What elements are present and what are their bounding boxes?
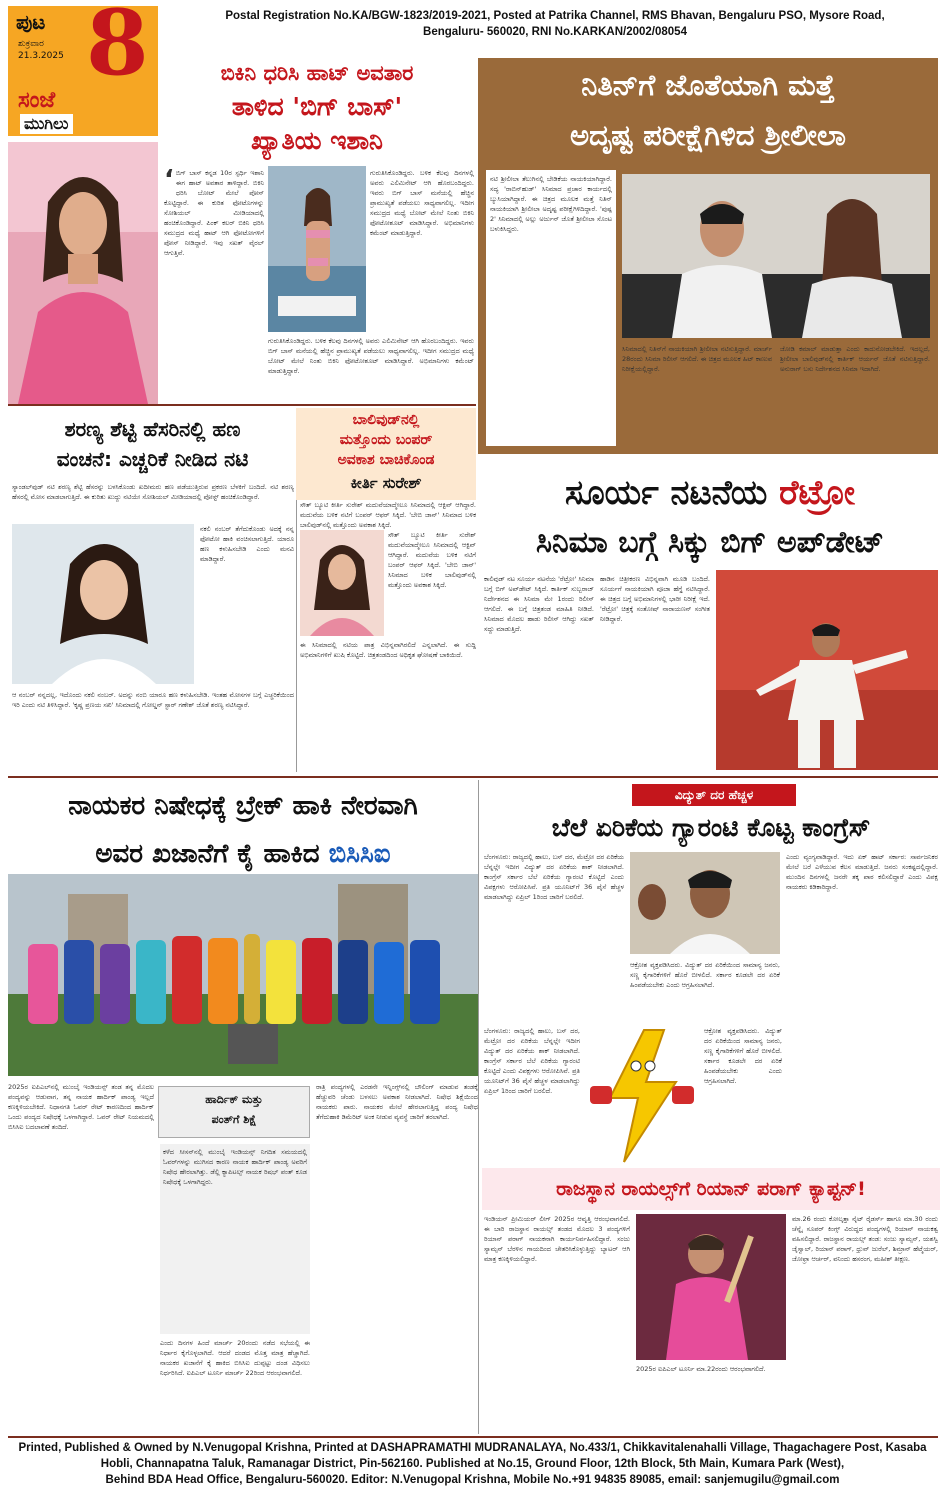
hardik-sidebar-headline: [158, 1090, 310, 1130]
sharanya-body-intro: [12, 482, 294, 522]
sharanya-body-b: ನಕಲಿ ನಂಬರ್ ತೆಗೆದುಕೊಂಡು ಅದಕ್ಕೆ ನನ್ನ ಫೋಟೋ ಹಾಕಿ ವಂಚಿಸಲಾಗುತ್ತಿದೆ. ಯಾರೂ ಹಣ ಕಳುಹಿಸಬೇಡಿ ಎಂದು ಮನವಿ ಮಾಡಿದ್ದಾರೆ.: [200, 525, 294, 563]
ishani-headline-line2: ತಾಳಿದ 'ಬಿಗ್ ಬಾಸ್': [231, 92, 403, 121]
sreeleela-headline: [478, 60, 938, 160]
sreeleela-body-col3: [780, 344, 930, 446]
section-divider: [8, 404, 476, 406]
retro-title-word: ರೆಟ್ರೋ: [779, 473, 856, 513]
minister-photo: [630, 852, 780, 954]
sreeleela-body-c: ಜೋಡಿ ಕಮಾಲ್ ಮಾಡುತ್ತಾ ಎಂದು ಕಾದುನೋಡಬೇಕಿದೆ. ಇದಲ್ಲದೆ, ಶ್ರೀಲೀಲಾ ಬಾಲಿವುಡ್‌ನಲ್ಲಿ ಕಾರ್ತಿಕ್ ಆರ್ಯನ್ ಜೊತೆ ನಟಿಸುತ್ತಿದ್ದಾರೆ. ಅನುರಾಗ್ ಬಸು ನಿರ್ದೇಶನದ ಸಿನಿಮಾ ಇದಾಗಿದೆ.: [780, 345, 930, 373]
retro-body-a: ಕಾಲಿವುಡ್ ನಟ ಸೂರ್ಯ ನಟನೆಯ 'ರೆಟ್ರೋ' ಸಿನಿಮಾ ಬಗ್ಗೆ ಬಿಗ್ ಅಪ್‌ಡೇಟ್ ಸಿಕ್ಕಿದೆ. ಕಾರ್ತಿಕ್ ಸುಬ್ಬರಾಜ್ ನಿರ್ದೇಶನದ ಈ ಸಿನಿಮಾ ಮೇ 1ರಂದು ರಿಲೀಸ್ ಆಗಲಿದೆ. ಈ ಬಗ್ಗೆ ಚಿತ್ರತಂಡ ಮಾಹಿತಿ ನೀಡಿದೆ. ಸಿನಿಮಾದ ಮೊದಲ ಹಾಡು ರಿಲೀಸ್ ಆಗಿದ್ದು ಸಖತ್ ಸದ್ದು ಮಾಡುತ್ತಿದೆ.: [484, 575, 594, 633]
keerthy-headline-line2: ಮತ್ತೊಂದು ಬಂಪರ್: [339, 432, 433, 448]
riyan-body-col1: [484, 1214, 630, 1432]
sreeleela-body-b: ಸಿನಿಮಾದಲ್ಲಿ ನಿತಿನ್‌ಗೆ ನಾಯಕಿಯಾಗಿ ಶ್ರೀಲೀಲಾ ನಟಿಸುತ್ತಿದ್ದಾರೆ. ಮಾರ್ಚ್ 28ರಂದು ಸಿನಿಮಾ ರಿಲೀಸ್ ಆಗಲಿದೆ. ಈ ಚಿತ್ರದ ಮೂಲಕ ಹಿಟ್ ಕಾಣುವ ನಿರೀಕ್ಷೆಯಲ್ಲಿದ್ದಾರೆ.: [622, 345, 772, 373]
keerthy-headline-line1: ಬಾಲಿವುಡ್‌ನಲ್ಲಿ: [352, 412, 420, 428]
keerthy-subhead: ಕೀರ್ತಿ ಸುರೇಶ್: [350, 474, 422, 492]
riyan-caption-text: 2025ರ ಐಪಿಎಲ್ ಟೂರ್ನಿ ಮಾ.22ರಂದು ಆರಂಭವಾಗಲಿದೆ.: [636, 1365, 766, 1373]
riyan-caption: [636, 1364, 786, 1432]
retro-headline-line1: [480, 468, 940, 518]
nithin-sreeleela-photo: [622, 174, 930, 338]
riyan-body-b: ಮಾ.26 ರಂದು ಕೋಲ್ಕತ್ತಾ ನೈಟ್ ರೈಡರ್ಸ್ ಹಾಗೂ ಮಾ.30 ರಂದು ಚೆನ್ನೈ ಸೂಪರ್ ಕಿಂಗ್ಸ್ ವಿರುದ್ಧದ ಪಂದ್ಯಗಳಲ್ಲಿ ರಿಯಾನ್ ನಾಯಕತ್ವ ವಹಿಸಲಿದ್ದಾರೆ. ರಾಜಸ್ಥಾನ ರಾಯಲ್ಸ್ ತಂಡ: ಸಂಜು ಸ್ಯಾಮ್ಸನ್, ಯಶಸ್ವಿ ಜೈಸ್ವಾಲ್, ರಿಯಾನ್ ಪರಾಗ್, ಧ್ರುವ್ ಜುರೆಲ್, ಶಿಮ್ರಾನ್ ಹೆಟ್ಮೆಯರ್, ಜೋಫ್ರಾ ಆರ್ಚರ್, ವನಿಂದು ಹಸರಂಗ, ಮಹೀಶ್ ತೀಕ್ಷಣ.: [792, 1215, 938, 1263]
ishani-body-b-cont: ಗುರುತಿಸಿಕೊಂಡಿದ್ದರು. ಬಳಿಕ ಕೆಲವು ದಿನಗಳಲ್ಲಿ ಅವರು ಎಲಿಮಿನೇಟ್ ಆಗಿ ಹೊರಬಂದಿದ್ದರು. ಇವರು ಬಿಗ್ ಬಾಸ್ ಮನೆಯಲ್ಲಿ ಹೆಚ್ಚಿನ ಪ್ರಾಮುಖ್ಯತೆ ಪಡೆಯಲು ಸಾಧ್ಯವಾಗಲಿಲ್ಲ. ಇದೀಗ ಸಮುದ್ರದ ಮಧ್ಯೆ ಬೋಟ್ ಮೇಲೆ ನಿಂತು ಬಿಕಿನಿ ಫೋಟೋಶೂಟ್ ಮಾಡಿಸಿದ್ದಾರೆ. ಅಭಿಮಾನಿಗಳು ಕಮೆಂಟ್ ಮಾಡುತ್ತಿದ್ದಾರೆ.: [268, 337, 474, 375]
sreeleela-body-a: ನಟಿ ಶ್ರೀಲೀಲಾ ತೆಲುಗಿನಲ್ಲಿ ಬೇಡಿಕೆಯ ನಾಯಕಿಯಾಗಿದ್ದಾರೆ. ಸದ್ಯ 'ರಾಬಿನ್‌ಹುಡ್' ಸಿನಿಮಾದ ಪ್ರಚಾರ ಕಾರ್ಯದಲ್ಲಿ ಬ್ಯುಸಿಯಾಗಿದ್ದಾರೆ. ಈ ಚಿತ್ರದ ಮೂಲಕ ಮತ್ತೆ ನಿತಿನ್ ನಾಯಕಿಯಾಗಿ ಶ್ರೀಲೀಲಾ ಅದೃಷ್ಟ ಪರೀಕ್ಷೆಗಿಳಿದಿದ್ದಾರೆ. 'ಪುಷ್ಪ 2' ಸಿನಿಮಾದಲ್ಲಿ ಅಲ್ಲು ಅರ್ಜುನ್ ಜೊತೆ ಶ್ರೀಲೀಲಾ ಸೊಂಟ ಬಳುಕಿಸಿದ್ದರು.: [490, 175, 612, 233]
ishani-headline-line1: ಬಿಕಿನಿ ಧರಿಸಿ ಹಾಟ್ ಅವತಾರ: [220, 61, 414, 85]
ishani-body-col1: [164, 168, 264, 400]
sharanya-headline-line1: ಶರಣ್ಯ ಶೆಟ್ಟಿ ಹೆಸರಿನಲ್ಲಿ ಹಣ: [64, 417, 241, 441]
page-number: 8: [86, 0, 149, 96]
power-tariff-tag: ವಿದ್ಯುತ್ ದರ ಹೆಚ್ಚಳ: [632, 784, 796, 806]
sharanya-body-col2: [200, 524, 294, 684]
sharanya-body-col3: [12, 690, 294, 770]
bcci-body-col1: [8, 1082, 154, 1432]
sreeleela-headline-line1: ನಿತಿನ್‌ಗೆ ಜೊತೆಯಾಗಿ ಮತ್ತೆ: [581, 68, 835, 102]
ishani-body-a: ಬಿಗ್ ಬಾಸ್ ಕನ್ನಡ 10ರ ಸ್ಪರ್ಧಿ ಇಶಾನಿ ಈಗ ಹಾಟ್ ಅವತಾರ ತಾಳಿದ್ದಾರೆ. ಬಿಕಿನಿ ಧರಿಸಿ ಬೋಟ್ ಮೇಲೆ ಪೋಸ್ ಕೊಟ್ಟಿದ್ದಾರೆ. ಈ ಕುರಿತ ಫೋಟೊಗಳನ್ನು ಸೋಶಿಯಲ್ ಮೀಡಿಯಾದಲ್ಲಿ ಹಂಚಿಕೊಂಡಿದ್ದಾರೆ. ಪಿಂಕ್ ಕಲರ್ ಬಿಕಿನಿ ಧರಿಸಿ ಸಮುದ್ರದ ಮಧ್ಯೆ ಹಾಟ್ ಆಗಿ ಫೋಟೋಗಳಿಗೆ ಪೋಸ್ ನೀಡಿದ್ದಾರೆ. ಇವು ಸಖತ್ ವೈರಲ್ ಆಗುತ್ತಿವೆ.: [164, 169, 264, 257]
sharanya-body-a: ಸ್ಯಾಂಡಲ್‌ವುಡ್ ನಟಿ ಶರಣ್ಯ ಶೆಟ್ಟಿ ಹೆಸರನ್ನು ಬಳಸಿಕೊಂಡು ಖದೀಮರು ಹಣ ಪಡೆಯುತ್ತಿರುವ ಪ್ರಕರಣ ಬೆಳಕಿಗೆ ಬಂದಿದೆ. ನಟಿ ಶರಣ್ಯ ಹೆಸರಲ್ಲಿ ಮೋಸ ಮಾಡಲಾಗುತ್ತಿದೆ. ಈ ಕುರಿತು ಖುದ್ದು ನಟಿಯೇ ಸೋಶಿಯಲ್ ಮೀಡಿಯಾದಲ್ಲಿ ಪೋಸ್ಟ್ ಹಂಚಿಕೊಂಡಿದ್ದಾರೆ.: [12, 483, 294, 501]
congress-body-c-cont: ಆಕ್ರೋಶ ವ್ಯಕ್ತಪಡಿಸಿದರು. ವಿದ್ಯುತ್ ದರ ಏರಿಕೆಯಿಂದ ಸಾಮಾನ್ಯ ಜನರು, ಸಣ್ಣ ಕೈಗಾರಿಕೆಗಳಿಗೆ ಹೊರೆ ಬೀಳಲಿದೆ. ಸರ್ಕಾರ ಕೂಡಲೇ ದರ ಏರಿಕೆ ಹಿಂಪಡೆಯಬೇಕು ಎಂದು ಆಗ್ರಹಿಸಲಾಗಿದೆ.: [704, 1027, 782, 1085]
masthead: [8, 0, 158, 136]
sharanya-headline-line2: ವಂಚನೆ: ಎಚ್ಚರಿಕೆ ನೀಡಿದ ನಟಿ: [56, 447, 249, 471]
issue-day: ಶುಕ್ರವಾರ: [18, 39, 44, 49]
riyan-body-col2: [792, 1214, 938, 1432]
congress-body-c: ಆಕ್ರೋಶ ವ್ಯಕ್ತಪಡಿಸಿದರು. ವಿದ್ಯುತ್ ದರ ಏರಿಕೆಯಿಂದ ಸಾಮಾನ್ಯ ಜನರು, ಸಣ್ಣ ಕೈಗಾರಿಕೆಗಳಿಗೆ ಹೊರೆ ಬೀಳಲಿದೆ. ಸರ್ಕಾರ ಕೂಡಲೇ ದರ ಏರಿಕೆ ಹಿಂಪಡೆಯಬೇಕು ಎಂದು ಆಗ್ರಹಿಸಲಾಗಿದೆ.: [630, 961, 780, 989]
section-divider: [8, 1436, 938, 1438]
keerthy-headline-line3: ಅವಕಾಶ ಬಾಚಿಕೊಂಡ: [337, 452, 435, 468]
riyan-headline: [482, 1170, 940, 1208]
sreeleela-body-col2: [622, 344, 772, 446]
sharanya-headline: [10, 414, 295, 474]
sharanya-body-c: ಆ ನಂಬರ್ ನನ್ನದಲ್ಲ, ಇದೊಂದು ನಕಲಿ ನಂಬರ್. ಅದನ್ನು ನಂಬಿ ಯಾರೂ ಹಣ ಕಳುಹಿಸಬೇಡಿ. ಇಂತಹ ಮೋಸಗಳ ಬಗ್ಗೆ ಎಚ್ಚರಿಕೆಯಿಂದ ಇರಿ ಎಂದು ನಟಿ ತಿಳಿಸಿದ್ದಾರೆ. 'ಕೃಷ್ಣ ಪ್ರಣಯ ಸಖಿ' ಸಿನಿಮಾದಲ್ಲಿ ಗೋಲ್ಡನ್ ಸ್ಟಾರ್ ಗಣೇಶ್ ಜೊತೆ ಶರಣ್ಯ ನಟಿಸಿದ್ದಾರೆ.: [12, 691, 294, 709]
ipl-captains-photo: [8, 874, 478, 1076]
riyan-headline-text: ರಾಜಸ್ಥಾನ ರಾಯಲ್ಸ್‌ಗೆ ರಿಯಾನ್ ಪರಾಗ್ ಕ್ಯಾಪ್ಟನ್!: [556, 1178, 866, 1200]
keerthy-photo: [300, 530, 384, 636]
congress-body-col4: [484, 1026, 580, 1162]
section-divider: [8, 776, 938, 778]
keerthy-body-a-cont: ಸೌತ್ ಬ್ಯೂಟಿ ಕೀರ್ತಿ ಸುರೇಶ್ ಮದುವೆಯಾದ್ಮೇಲೂ ಸಿನಿಮಾದಲ್ಲಿ ಆಕ್ಟಿವ್ ಆಗಿದ್ದಾರೆ. ಮದುವೆಯ ಬಳಿಕ ನಟಿಗೆ ಬಂಪರ್ ಆಫರ್ ಸಿಕ್ಕಿದೆ. 'ಬೇಬಿ ಜಾನ್' ಸಿನಿಮಾದ ಬಳಿಕ ಬಾಲಿವುಡ್‌ನಲ್ಲಿ ಮತ್ತೊಂದು ಅವಕಾಶ ಸಿಕ್ಕಿದೆ.: [388, 531, 476, 589]
ishani-body-col2: [370, 168, 474, 334]
bcci-body-col3: [160, 1338, 310, 1432]
bcci-body-col2: [316, 1082, 478, 1432]
keerthy-body-a: ಸೌತ್ ಬ್ಯೂಟಿ ಕೀರ್ತಿ ಸುರೇಶ್ ಮದುವೆಯಾದ್ಮೇಲೂ ಸಿನಿಮಾದಲ್ಲಿ ಆಕ್ಟಿವ್ ಆಗಿದ್ದಾರೆ. ಮದುವೆಯ ಬಳಿಕ ನಟಿಗೆ ಬಂಪರ್ ಆಫರ್ ಸಿಕ್ಕಿದೆ. 'ಬೇಬಿ ಜಾನ್' ಸಿನಿಮಾದ ಬಳಿಕ ಬಾಲಿವುಡ್‌ನಲ್ಲಿ ಮತ್ತೊಂದು ಅವಕಾಶ ಸಿಕ್ಕಿದೆ.: [300, 501, 476, 529]
bcci-headline: [8, 782, 478, 878]
postal-line-2: Bengaluru- 560020, RNI No.KARKAN/2002/08054: [423, 26, 687, 38]
column-divider: [478, 780, 479, 1434]
bcci-headline-text: ಅವರ ಖಜಾನೆಗೆ ಕೈ ಹಾಕಿದ: [95, 839, 320, 869]
dropcap: ‘: [164, 168, 174, 195]
congress-body-a: ಬೆಂಗಳೂರು: ರಾಜ್ಯದಲ್ಲಿ ಹಾಲು, ಬಸ್ ದರ, ಮೆಟ್ರೋ ದರ ಏರಿಕೆಯ ಬೆನ್ನಲ್ಲೇ ಇದೀಗ ವಿದ್ಯುತ್ ದರ ಏರಿಕೆಯ ಶಾಕ್ ನೀಡಲಾಗಿದೆ. ಕಾಂಗ್ರೆಸ್ ಸರ್ಕಾರ ಬೆಲೆ ಏರಿಕೆಯ ಗ್ಯಾರಂಟಿ ಕೊಟ್ಟಿದೆ ಎಂದು ವಿಪಕ್ಷಗಳು ಆರೋಪಿಸಿವೆ. ಪ್ರತಿ ಯೂನಿಟ್‌ಗೆ 36 ಪೈಸೆ ಹೆಚ್ಚಳ ಮಾಡಲಾಗಿದ್ದು ಏಪ್ರಿಲ್ 1ರಿಂದ ಜಾರಿಗೆ ಬರಲಿದೆ.: [484, 853, 624, 901]
sreeleela-headline-line2: ಅದೃಷ್ಟ ಪರೀಕ್ಷೆಗಿಳಿದ ಶ್ರೀಲೀಲಾ: [570, 118, 846, 152]
electric-bolt-illustration: [584, 1026, 700, 1166]
sharanya-photo: [12, 524, 194, 684]
keerthy-headline: [296, 410, 476, 470]
retro-body-b: ಹಾಡಿನ ಚಿತ್ರೀಕರಣ ವಿಭಿನ್ನವಾಗಿ ಮೂಡಿ ಬಂದಿದೆ. ಸೂರ್ಯಗೆ ನಾಯಕಿಯಾಗಿ ಪೂಜಾ ಹೆಗ್ಡೆ ನಟಿಸಿದ್ದಾರೆ. ಈ ಚಿತ್ರದ ಬಗ್ಗೆ ಅಭಿಮಾನಿಗಳಲ್ಲಿ ಭಾರೀ ನಿರೀಕ್ಷೆ ಇದೆ. 'ರೆಟ್ರೋ' ಚಿತ್ರಕ್ಕೆ ಸಂತೋಷ್ ನಾರಾಯಣನ್ ಸಂಗೀತ ನೀಡಿದ್ದಾರೆ.: [600, 575, 710, 623]
bcci-body-c: ಎಂದು ದಿನಗಳ ಹಿಂದೆ ಮಾರ್ಚ್ 20ರಂದು ನಡೆದ ಸಭೆಯಲ್ಲಿ ಈ ನಿರ್ಧಾರ ಕೈಗೊಳ್ಳಲಾಗಿದೆ. ಆದರೆ ದಂಡದ ಮೊತ್ತ ಮಾತ್ರ ಹೆಚ್ಚಾಗಿದೆ. ನಾಯಕರ ಖಜಾನೆಗೆ ಕೈ ಹಾಕಿದ ಬಿಸಿಸಿಐ ದುಪ್ಪಟ್ಟು ದಂಡ ವಿಧಿಸಲು ನಿರ್ಧರಿಸಿದೆ. ಐಪಿಎಲ್ ಟೂರ್ನಿ ಮಾರ್ಚ್ 22ರಿಂದ ಆರಂಭವಾಗಲಿದೆ.: [160, 1339, 310, 1377]
keerthy-body-col3: [300, 640, 476, 770]
riyan-parag-photo: [636, 1214, 786, 1360]
suriya-retro-photo: [716, 570, 938, 770]
footer-line-1: Printed, Published & Owned by N.Venugopal Krishna, Printed at DASHAPRAMATHI MUDRANALAYA, No.433/1, Chikkavitalenahalli Village, Thagachagere Post, Kasaba: [18, 1442, 927, 1454]
hardik-sidebar-text: ಕಳೆದ ಸೀಸನ್‌ನಲ್ಲಿ ಮುಂಬೈ ಇಂಡಿಯನ್ಸ್ ನಿಗದಿತ ಸಮಯದಲ್ಲಿ ಓವರ್‌ಗಳನ್ನು ಮುಗಿಸದ ಕಾರಣ ನಾಯಕ ಹಾರ್ದಿಕ್ ಪಾಂಡ್ಯ ಅವರಿಗೆ ನಿಷೇಧ ಹೇರಲಾಗಿತ್ತು. ಡೆಲ್ಲಿ ಕ್ಯಾಪಿಟಲ್ಸ್ ನಾಯಕ ರಿಷಭ್ ಪಂತ್ ಕೂಡ ನಿಷೇಧಕ್ಕೆ ಒಳಗಾಗಿದ್ದರು.: [163, 1148, 307, 1186]
congress-body-col5: [704, 1026, 782, 1162]
bcci-headline-line2: [8, 830, 478, 878]
ishani-headline: [162, 56, 472, 162]
imprint-footer: [0, 1440, 945, 1488]
riyan-body-a: ಇಂಡಿಯನ್ ಪ್ರೀಮಿಯರ್ ಲೀಗ್ 2025ರ ಆವೃತ್ತಿ ಆರಂಭವಾಗಲಿದೆ. ಈ ಬಾರಿ ರಾಜಸ್ಥಾನ ರಾಯಲ್ಸ್ ತಂಡದ ಮೊದಲ 3 ಪಂದ್ಯಗಳಿಗೆ ರಿಯಾನ್ ಪರಾಗ್ ನಾಯಕನಾಗಿ ಕಾರ್ಯನಿರ್ವಹಿಸಲಿದ್ದಾರೆ. ಸಂಜು ಸ್ಯಾಮ್ಸನ್ ಬೆರಳಿನ ಗಾಯದಿಂದ ಚೇತರಿಸಿಕೊಳ್ಳುತ್ತಿದ್ದು ಬ್ಯಾಟರ್ ಆಗಿ ಮಾತ್ರ ಕಣಕ್ಕಿಳಿಯಲಿದ್ದಾರೆ.: [484, 1215, 630, 1263]
keerthy-body-col1: [300, 500, 476, 530]
ishani-body-col3: [268, 336, 474, 402]
ishani-body-b: ಗುರುತಿಸಿಕೊಂಡಿದ್ದರು. ಬಳಿಕ ಕೆಲವು ದಿನಗಳಲ್ಲಿ ಅವರು ಎಲಿಮಿನೇಟ್ ಆಗಿ ಹೊರಬಂದಿದ್ದರು. ಇವರು ಬಿಗ್ ಬಾಸ್ ಮನೆಯಲ್ಲಿ ಹೆಚ್ಚಿನ ಪ್ರಾಮುಖ್ಯತೆ ಪಡೆಯಲು ಸಾಧ್ಯವಾಗಲಿಲ್ಲ. ಇದೀಗ ಸಮುದ್ರದ ಮಧ್ಯೆ ಬೋಟ್ ಮೇಲೆ ನಿಂತು ಬಿಕಿನಿ ಫೋಟೋಶೂಟ್ ಮಾಡಿಸಿದ್ದಾರೆ. ಅಭಿಮಾನಿಗಳು ಕಮೆಂಟ್ ಮಾಡುತ್ತಿದ್ದಾರೆ.: [370, 169, 474, 237]
ishani-portrait-photo: [8, 142, 158, 404]
congress-body-col2: [786, 852, 938, 1162]
retro-headline-line2: ಸಿನಿಮಾ ಬಗ್ಗೆ ಸಿಕ್ಕು ಬಿಗ್ ಅಪ್‌ಡೇಟ್: [536, 525, 884, 560]
ishani-headline-line3: ಖ್ಯಾತಿಯ ಇಶಾನಿ: [251, 126, 383, 155]
footer-line-3: Behind BDA Head Office, Bengaluru-560020. Editor: N.Venugopal Krishna, Mobile No.+91 94835 89085, email: sanjemugilu@gmail.com: [105, 1474, 840, 1486]
congress-body-a-cont: ಬೆಂಗಳೂರು: ರಾಜ್ಯದಲ್ಲಿ ಹಾಲು, ಬಸ್ ದರ, ಮೆಟ್ರೋ ದರ ಏರಿಕೆಯ ಬೆನ್ನಲ್ಲೇ ಇದೀಗ ವಿದ್ಯುತ್ ದರ ಏರಿಕೆಯ ಶಾಕ್ ನೀಡಲಾಗಿದೆ. ಕಾಂಗ್ರೆಸ್ ಸರ್ಕಾರ ಬೆಲೆ ಏರಿಕೆಯ ಗ್ಯಾರಂಟಿ ಕೊಟ್ಟಿದೆ ಎಂದು ವಿಪಕ್ಷಗಳು ಆರೋಪಿಸಿವೆ. ಪ್ರತಿ ಯೂನಿಟ್‌ಗೆ 36 ಪೈಸೆ ಹೆಚ್ಚಳ ಮಾಡಲಾಗಿದ್ದು ಏಪ್ರಿಲ್ 1ರಿಂದ ಜಾರಿಗೆ ಬರಲಿದೆ.: [484, 1027, 580, 1095]
issue-date: [18, 38, 64, 62]
brand-name-line2: ಮುಗಿಲು: [20, 114, 73, 134]
congress-body-col1: [484, 852, 624, 1020]
footer-line-2: Hobli, Channapatna Taluk, Ramanagar District, Pin-562160. Published at No.15, Ground Floor, 12th Block, 5th Main, Kumara Park (West),: [100, 1458, 845, 1470]
retro-headline-text: ಸೂರ್ಯ ನಟನೆಯ: [564, 473, 768, 513]
keerthy-body-col2: [388, 530, 476, 636]
postal-line-1: Postal Registration No.KA/BGW-1823/2019-2021, Posted at Patrika Channel, RMS Bhavan, Bengaluru PSO, Mysore Road,: [225, 10, 885, 22]
hardik-sidebar-line1: ಹಾರ್ದಿಕ್ ಮತ್ತು: [205, 1093, 263, 1106]
retro-body-col1: [484, 574, 594, 770]
bcci-body-b: ರಾತ್ರಿ ಪಂದ್ಯಗಳಲ್ಲಿ ಎರಡನೇ ಇನ್ನಿಂಗ್ಸ್‌ನಲ್ಲಿ ಬೌಲಿಂಗ್ ಮಾಡುವ ತಂಡಕ್ಕೆ ಹೆಚ್ಚುವರಿ ಚೆಂಡು ಬಳಸಲು ಅವಕಾಶ ನೀಡಲಾಗಿದೆ. ನಿಷೇಧ ಶಿಕ್ಷೆಯಿಂದ ನಾಯಕರು ಪಾರು. ನಾಯಕರ ಮೇಲೆ ಹೇರಲಾಗುತ್ತಿದ್ದ ಪಂದ್ಯ ನಿಷೇಧ ತೆಗೆದುಹಾಕಿ ಡಿಮೆರಿಟ್ ಅಂಕ ನೀಡುವ ವ್ಯವಸ್ಥೆ ಜಾರಿಗೆ ತರಲಾಗಿದೆ.: [316, 1083, 478, 1121]
congress-body-b: ಎಂದು ವ್ಯಂಗ್ಯವಾಡಿದ್ದಾರೆ. ಇದು ಏಕ್ ಹಾಟ್ ಸರ್ಕಾರ: ಸಾರ್ವಜನಿಕರ ಮೇಲೆ ಬರೆ ಎಳೆಯುವ ಕೆಲಸ ಮಾಡುತ್ತಿದೆ. ಜನರು ಸಂಕಷ್ಟದಲ್ಲಿದ್ದಾರೆ. ಮುಂದಿನ ದಿನಗಳಲ್ಲಿ ಜನರೇ ತಕ್ಕ ಪಾಠ ಕಲಿಸಲಿದ್ದಾರೆ ಎಂದು ವಿಪಕ್ಷ ನಾಯಕರು ಕಿಡಿಕಾರಿದ್ದಾರೆ.: [786, 853, 938, 891]
congress-body-col3: [630, 960, 780, 1022]
brand-name-line1: ಸಂಜೆ: [18, 88, 56, 113]
bcci-name: ಬಿಸಿಸಿಐ: [328, 839, 391, 869]
hardik-sidebar-body: [160, 1144, 310, 1334]
congress-headline: [482, 806, 940, 850]
page-label: ಪುಟ: [16, 10, 46, 34]
bcci-headline-line1: ನಾಯಕರ ನಿಷೇಧಕ್ಕೆ ಬ್ರೇಕ್ ಹಾಕಿ ನೇರವಾಗಿ: [68, 791, 418, 821]
congress-headline-text: ಬೆಲೆ ಏರಿಕೆಯ ಗ್ಯಾರಂಟಿ ಕೊಟ್ಟ ಕಾಂಗ್ರೆಸ್: [551, 813, 871, 842]
hardik-sidebar-line2: ಪಂತ್‌ಗೆ ಶಿಕ್ಷೆ: [211, 1113, 257, 1126]
issue-date-value: 21.3.2025: [18, 51, 64, 61]
ishani-bikini-photo: [268, 166, 366, 332]
retro-headline: [480, 468, 940, 568]
bcci-body-a: 2025ರ ಐಪಿಎಲ್‌ನಲ್ಲಿ ಮುಂಬೈ ಇಂಡಿಯನ್ಸ್ ತಂಡ ತನ್ನ ಮೊದಲ ಪಂದ್ಯವನ್ನು ಆಡುವಾಗ, ತನ್ನ ನಾಯಕ ಹಾರ್ದಿಕ್ ಪಾಂಡ್ಯ ಇಲ್ಲದೆ ಕಣಕ್ಕಿಳಿಯಬೇಕಿದೆ. ನಿಧಾನಗತಿ ಓವರ್ ರೇಟ್ ಕಾರಣದಿಂದ ಹಾರ್ದಿಕ್ ಒಂದು ಪಂದ್ಯದ ನಿಷೇಧಕ್ಕೆ ಒಳಗಾಗಿದ್ದಾರೆ. ಒವರ್ ರೇಟ್ ನಿಯಮದಲ್ಲಿ ಬಿಸಿಸಿಐ ಬದಲಾವಣೆ ತಂದಿದೆ.: [8, 1083, 154, 1131]
keerthy-body-b: ಈ ಸಿನಿಮಾದಲ್ಲಿ ನಟಿಯ ಪಾತ್ರ ವಿಭಿನ್ನವಾಗಿರಲಿದೆ ಎನ್ನಲಾಗಿದೆ. ಈ ಸುದ್ದಿ ಅಭಿಮಾನಿಗಳಿಗೆ ಖುಷಿ ಕೊಟ್ಟಿದೆ. ಚಿತ್ರತಂಡದಿಂದ ಅಧಿಕೃತ ಘೋಷಣೆ ಬಾಕಿಯಿದೆ.: [300, 641, 476, 659]
retro-body-col2: [600, 574, 710, 770]
postal-registration: [170, 8, 940, 40]
sreeleela-body-col1: [486, 170, 616, 446]
column-divider: [296, 500, 297, 772]
